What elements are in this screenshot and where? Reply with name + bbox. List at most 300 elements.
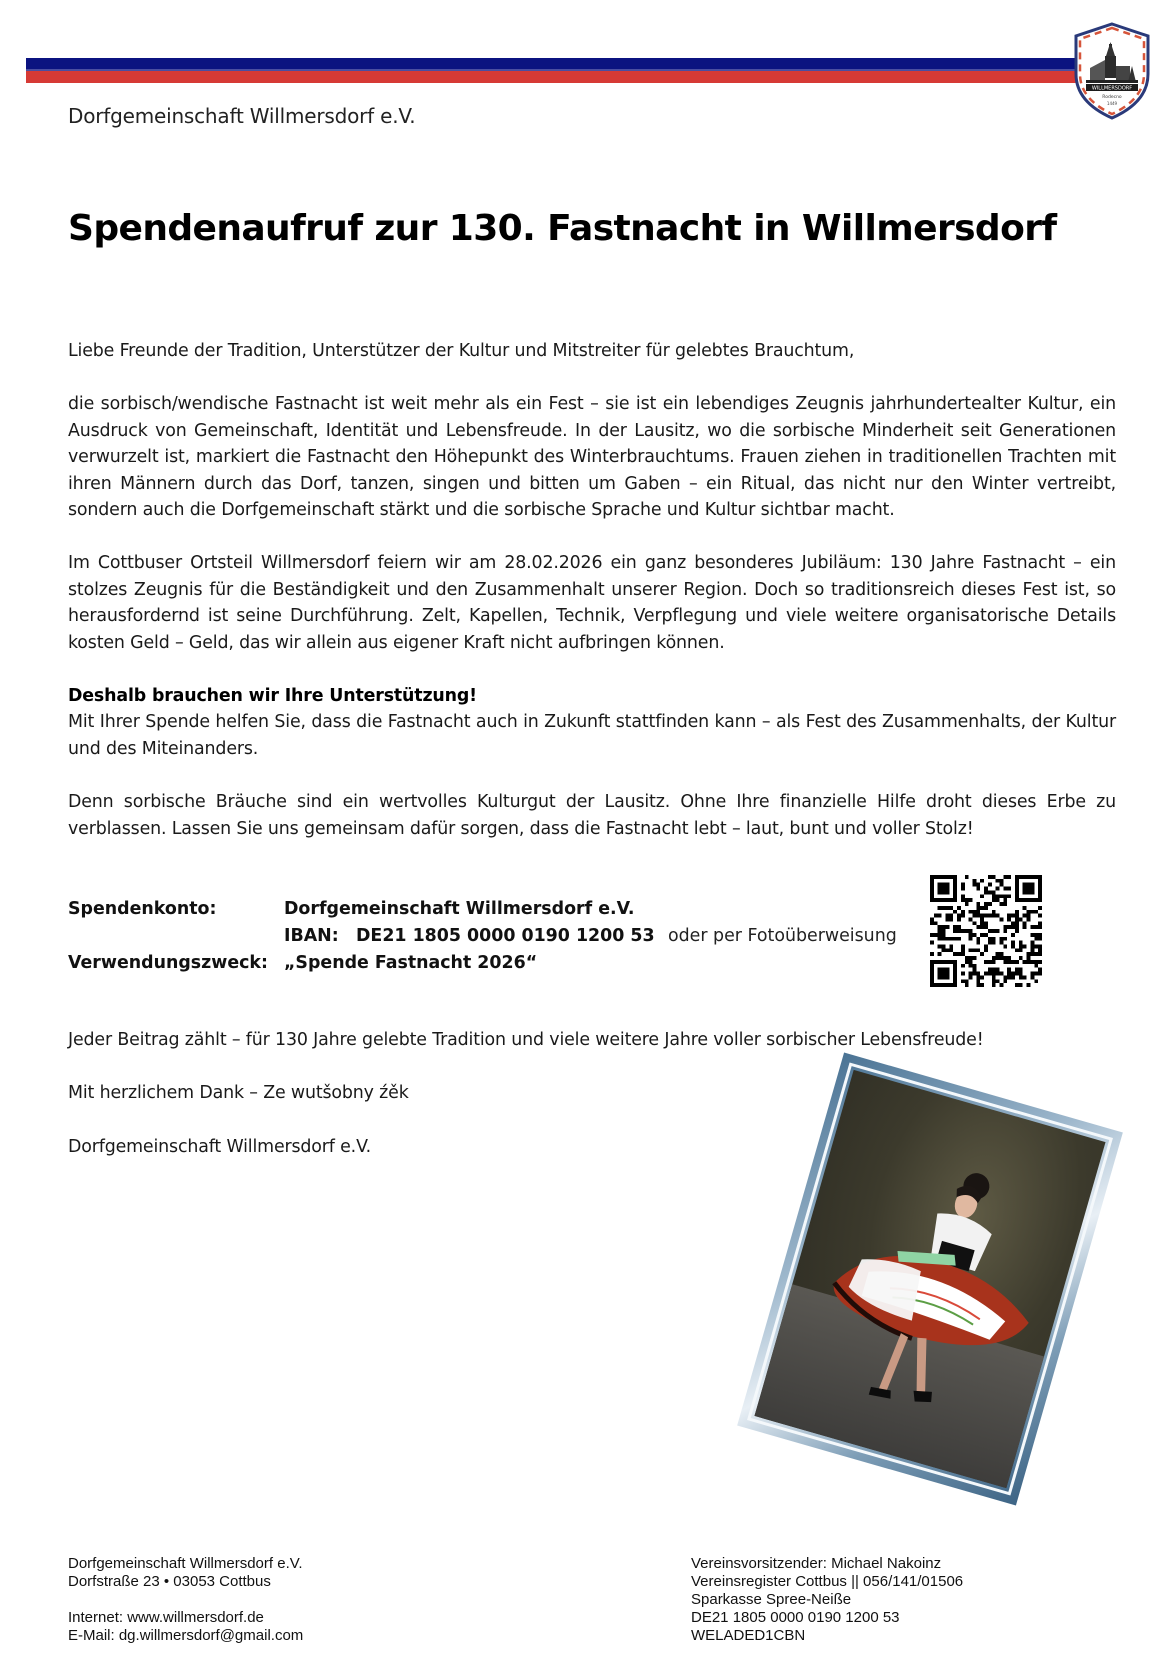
qr-module — [945, 914, 949, 918]
qr-module — [930, 952, 934, 956]
qr-module — [957, 937, 961, 941]
qr-module — [984, 972, 988, 976]
qr-module — [992, 910, 996, 914]
qr-module — [938, 933, 942, 937]
qr-module — [1027, 917, 1031, 921]
qr-module — [1030, 945, 1034, 949]
qr-module — [961, 972, 965, 976]
qr-module — [988, 883, 992, 887]
qr-module — [984, 945, 988, 949]
qr-module — [996, 956, 1000, 960]
qr-module — [965, 898, 969, 902]
qr-module — [1007, 887, 1011, 891]
qr-module — [969, 960, 973, 964]
qr-module — [992, 914, 996, 918]
qr-module — [988, 875, 992, 879]
qr-module — [942, 937, 946, 941]
qr-module — [976, 906, 980, 910]
qr-module — [969, 929, 973, 933]
footer-bic: WELADED1CBN — [691, 1627, 806, 1644]
qr-module — [1015, 921, 1019, 925]
qr-module — [1023, 914, 1027, 918]
salutation: Liebe Freunde der Tradition, Unterstützer der Kultur und Mitstreiter für gelebtes Brauchtum, — [68, 341, 855, 361]
qr-module — [972, 879, 976, 883]
qr-module — [1011, 925, 1015, 929]
qr-module — [1027, 914, 1031, 918]
qr-module — [1007, 956, 1011, 960]
qr-module — [1007, 975, 1011, 979]
account-label: Spendenkonto: — [68, 899, 217, 919]
qr-module — [1019, 945, 1023, 949]
qr-module — [1038, 968, 1042, 972]
qr-module — [1030, 933, 1034, 937]
dancer-illustration — [754, 1070, 1105, 1488]
qr-module — [1019, 917, 1023, 921]
qr-module — [1011, 945, 1015, 949]
qr-module — [961, 945, 965, 949]
qr-module — [945, 917, 949, 921]
footer-register: Vereinsregister Cottbus || 056/141/01506 — [691, 1573, 964, 1590]
qr-module — [996, 979, 1000, 983]
qr-module — [1019, 948, 1023, 952]
qr-module — [996, 894, 1000, 898]
qr-module — [1034, 964, 1038, 968]
crest-subtitle: Rodecno — [1102, 95, 1122, 100]
qr-module — [938, 952, 942, 956]
paragraph-tradition: die sorbisch/wendische Fastnacht ist weit mehr als ein Fest – sie ist ein lebendiges Zeugnis jahrhundertealter Kultur, ein Ausdruck von Gemeinschaft, Identität und Lebensfreude. In der Lausitz, wo die sorbische Minderheit seit Generationen verwurzelt ist, markiert die Fastnacht den Höhepunkt des Winterbrauchtums. Frauen ziehen in traditionellen Trachten mit ihren Männern durch das Dorf, tanzen, singen und bitten um Gaben – ein Ritual, das nicht nur den Winter vertreibt, sondern auch die Dorfgemeinschaft stärkt und die sorbische Sprache und Kultur sichtbar macht. — [68, 394, 1116, 521]
organization-header: Dorfgemeinschaft Willmersdorf e.V. — [68, 104, 416, 128]
qr-module — [957, 925, 961, 929]
qr-module — [1015, 968, 1019, 972]
footer-contact — [68, 1555, 303, 1645]
qr-module — [988, 937, 992, 941]
qr-module — [1015, 929, 1019, 933]
qr-module — [992, 975, 996, 979]
qr-module — [957, 929, 961, 933]
qr-module — [961, 964, 965, 968]
paragraph-support: Mit Ihrer Spende helfen Sie, dass die Fastnacht auch in Zukunft stattfinden kann – als Fest des Zusammenhalts, der Kultur und des Miteinanders. — [68, 712, 1116, 759]
page-title: Spendenaufruf zur 130. Fastnacht in Willmersdorf — [68, 208, 1057, 249]
qr-module — [938, 937, 942, 941]
qr-module — [961, 898, 965, 902]
iban-value: DE21 1805 0000 0190 1200 53 — [356, 926, 655, 946]
qr-module — [1000, 894, 1004, 898]
qr-module — [976, 925, 980, 929]
qr-module — [972, 921, 976, 925]
qr-module — [949, 917, 953, 921]
qr-module — [1000, 983, 1004, 987]
qr-module — [1034, 979, 1038, 983]
qr-module — [942, 948, 946, 952]
qr-module — [1007, 914, 1011, 918]
qr-module — [965, 902, 969, 906]
qr-module — [1038, 972, 1042, 976]
qr-module — [930, 941, 934, 945]
support-heading: Deshalb brauchen wir Ihre Unterstützung! — [68, 686, 477, 706]
qr-module — [992, 929, 996, 933]
qr-module — [976, 914, 980, 918]
qr-module — [984, 925, 988, 929]
qr-module — [969, 972, 973, 976]
qr-module — [1027, 910, 1031, 914]
thanks-line: Mit herzlichem Dank – Ze wutšobny źěk — [68, 1083, 409, 1103]
footer-address: Dorfstraße 23 • 03053 Cottbus — [68, 1573, 271, 1590]
qr-module — [949, 906, 953, 910]
qr-module — [953, 925, 957, 929]
footer-chair: Vereinsvorsitzender: Michael Nakoinz — [691, 1555, 942, 1572]
qr-module — [961, 883, 965, 887]
qr-module — [988, 972, 992, 976]
qr-module — [945, 925, 949, 929]
qr-module — [1015, 960, 1019, 964]
qr-module — [961, 887, 965, 891]
photo-transfer-note: oder per Fotoüberweisung — [668, 926, 897, 946]
footer-org-name: Dorfgemeinschaft Willmersdorf e.V. — [68, 1555, 303, 1572]
qr-module — [1007, 960, 1011, 964]
qr-module — [1000, 879, 1004, 883]
qr-module — [1019, 941, 1023, 945]
qr-module — [996, 968, 1000, 972]
qr-module — [1019, 968, 1023, 972]
qr-module — [969, 975, 973, 979]
qr-module — [976, 937, 980, 941]
qr-module — [969, 948, 973, 952]
qr-module — [976, 941, 980, 945]
qr-module — [972, 956, 976, 960]
qr-module — [1038, 925, 1042, 929]
qr-module — [980, 933, 984, 937]
qr-module — [1011, 933, 1015, 937]
qr-module — [1015, 948, 1019, 952]
qr-module — [996, 929, 1000, 933]
qr-module — [938, 914, 942, 918]
qr-module — [945, 906, 949, 910]
qr-module — [972, 948, 976, 952]
qr-module — [972, 972, 976, 976]
qr-module — [949, 948, 953, 952]
qr-module — [996, 879, 1000, 883]
qr-module — [942, 945, 946, 949]
account-holder: Dorfgemeinschaft Willmersdorf e.V. — [284, 899, 635, 919]
qr-module — [1038, 921, 1042, 925]
qr-module — [976, 948, 980, 952]
footer-bank: Sparkasse Spree-Neiße — [691, 1591, 852, 1608]
qr-module — [957, 914, 961, 918]
qr-module — [969, 917, 973, 921]
purpose-value: „Spende Fastnacht 2026“ — [284, 953, 538, 973]
qr-module — [961, 914, 965, 918]
qr-module — [992, 941, 996, 945]
qr-module — [1030, 960, 1034, 964]
qr-module — [984, 948, 988, 952]
qr-module — [953, 937, 957, 941]
payment-qr-code[interactable] — [930, 875, 1042, 987]
iban-label: IBAN: — [284, 926, 339, 946]
qr-module — [938, 883, 950, 895]
qr-module — [1038, 937, 1042, 941]
qr-module — [969, 937, 973, 941]
qr-module — [1023, 883, 1035, 895]
qr-module — [965, 979, 969, 983]
qr-module — [1000, 902, 1004, 906]
qr-module — [1000, 956, 1004, 960]
qr-module — [961, 948, 965, 952]
costume-photo — [737, 1053, 1123, 1506]
qr-module — [992, 979, 996, 983]
qr-module — [961, 952, 965, 956]
qr-module — [1003, 945, 1007, 949]
qr-module — [934, 933, 938, 937]
qr-module — [957, 917, 961, 921]
qr-module — [1023, 925, 1027, 929]
qr-module — [1038, 952, 1042, 956]
qr-module — [934, 921, 938, 925]
qr-module — [938, 925, 942, 929]
qr-module — [1007, 917, 1011, 921]
qr-module — [1038, 948, 1042, 952]
qr-module — [1019, 975, 1023, 979]
signature: Dorfgemeinschaft Willmersdorf e.V. — [68, 1137, 371, 1157]
qr-module — [992, 937, 996, 941]
qr-module — [1019, 956, 1023, 960]
qr-module — [996, 898, 1000, 902]
qr-module — [992, 898, 996, 902]
photo-image — [754, 1070, 1105, 1488]
qr-module — [976, 910, 980, 914]
village-crest-logo — [1072, 22, 1152, 120]
qr-module — [949, 945, 953, 949]
qr-module — [1000, 883, 1004, 887]
qr-module — [969, 898, 973, 902]
footer-legal — [691, 1555, 963, 1645]
qr-module — [992, 983, 996, 987]
qr-module — [1003, 979, 1007, 983]
qr-module — [1027, 960, 1031, 964]
qr-module — [942, 929, 946, 933]
qr-module — [988, 914, 992, 918]
qr-module — [1034, 925, 1038, 929]
qr-module — [1023, 945, 1027, 949]
qr-module — [1007, 894, 1011, 898]
qr-module — [992, 894, 996, 898]
qr-module — [1034, 952, 1038, 956]
qr-module — [1003, 902, 1007, 906]
qr-module — [1015, 917, 1019, 921]
qr-module — [938, 906, 942, 910]
qr-module — [1038, 933, 1042, 937]
qr-module — [949, 937, 953, 941]
qr-module — [930, 917, 934, 921]
qr-module — [1015, 914, 1019, 918]
qr-module — [1003, 975, 1007, 979]
qr-module — [992, 890, 996, 894]
qr-module — [953, 952, 957, 956]
crest-year: 1449 — [1106, 101, 1118, 106]
paragraph-heritage: Denn sorbische Bräuche sind ein wertvolles Kulturgut der Lausitz. Ohne Ihre finanzielle Hilfe droht dieses Erbe zu verblassen. Lassen Sie uns gemeinsam dafür sorgen, dass die Fastnacht lebt – laut, bunt und voller Stolz! — [68, 792, 1116, 839]
qr-module — [1038, 914, 1042, 918]
qr-module — [996, 972, 1000, 976]
qr-module — [1007, 925, 1011, 929]
qr-module — [961, 894, 965, 898]
qr-module — [996, 887, 1000, 891]
qr-module — [1019, 983, 1023, 987]
qr-module — [984, 914, 988, 918]
qr-module — [980, 894, 984, 898]
qr-module — [1007, 972, 1011, 976]
qr-module — [988, 960, 992, 964]
qr-module — [1038, 960, 1042, 964]
qr-module — [1007, 875, 1011, 879]
qr-module — [972, 914, 976, 918]
qr-module — [980, 925, 984, 929]
qr-module — [984, 933, 988, 937]
qr-module — [1011, 960, 1015, 964]
qr-module — [1000, 941, 1004, 945]
qr-module — [949, 914, 953, 918]
closing-line: Jeder Beitrag zählt – für 130 Jahre gelebte Tradition und viele weitere Jahre voller sorbischer Lebensfreude! — [68, 1030, 984, 1050]
qr-module — [945, 948, 949, 952]
qr-module — [976, 975, 980, 979]
qr-module — [1003, 929, 1007, 933]
qr-module — [953, 910, 957, 914]
header-stripe-red — [26, 71, 1078, 83]
qr-module — [1011, 914, 1015, 918]
qr-module — [976, 983, 980, 987]
qr-module — [996, 914, 1000, 918]
qr-module — [1019, 972, 1023, 976]
qr-module — [965, 956, 969, 960]
qr-module — [1027, 983, 1031, 987]
qr-module — [938, 945, 942, 949]
qr-module — [1003, 898, 1007, 902]
qr-module — [942, 906, 946, 910]
qr-module — [945, 937, 949, 941]
qr-module — [957, 906, 961, 910]
qr-module — [988, 968, 992, 972]
qr-module — [1030, 972, 1034, 976]
qr-module — [976, 972, 980, 976]
qr-module — [965, 929, 969, 933]
qr-module — [972, 964, 976, 968]
qr-module — [1027, 952, 1031, 956]
qr-module — [996, 952, 1000, 956]
qr-module — [1000, 917, 1004, 921]
qr-module — [1030, 948, 1034, 952]
qr-module — [961, 929, 965, 933]
qr-module — [992, 875, 996, 879]
qr-module — [988, 902, 992, 906]
qr-module — [992, 968, 996, 972]
qr-module — [992, 972, 996, 976]
qr-module — [1038, 906, 1042, 910]
qr-module — [980, 879, 984, 883]
qr-module — [969, 910, 973, 914]
qr-module — [980, 921, 984, 925]
qr-module — [980, 917, 984, 921]
qr-module — [1030, 910, 1034, 914]
qr-module — [961, 910, 965, 914]
qr-module — [1034, 937, 1038, 941]
qr-module — [969, 933, 973, 937]
qr-module — [984, 890, 988, 894]
qr-module — [957, 952, 961, 956]
qr-module — [1030, 952, 1034, 956]
qr-module — [1011, 921, 1015, 925]
qr-module — [980, 914, 984, 918]
qr-module — [1023, 906, 1027, 910]
qr-module — [988, 941, 992, 945]
qr-module — [938, 929, 942, 933]
qr-module — [1000, 972, 1004, 976]
qr-module — [980, 906, 984, 910]
qr-module — [980, 952, 984, 956]
qr-module — [984, 921, 988, 925]
qr-module — [1003, 925, 1007, 929]
qr-module — [1003, 937, 1007, 941]
qr-module — [976, 902, 980, 906]
qr-module — [1034, 972, 1038, 976]
qr-module — [1023, 960, 1027, 964]
header-stripe-blue — [26, 58, 1078, 69]
qr-module — [942, 933, 946, 937]
qr-module — [984, 960, 988, 964]
qr-module — [942, 925, 946, 929]
qr-module — [953, 929, 957, 933]
qr-module — [972, 968, 976, 972]
qr-module — [992, 956, 996, 960]
qr-module — [976, 887, 980, 891]
qr-module — [1003, 875, 1007, 879]
qr-module — [1000, 952, 1004, 956]
qr-module — [972, 883, 976, 887]
footer-iban: DE21 1805 0000 0190 1200 53 — [691, 1609, 900, 1626]
qr-module — [980, 975, 984, 979]
qr-module — [1034, 910, 1038, 914]
qr-module — [984, 887, 988, 891]
qr-module — [972, 910, 976, 914]
qr-module — [1011, 972, 1015, 976]
qr-module — [965, 983, 969, 987]
qr-module — [1000, 937, 1004, 941]
qr-module — [965, 875, 969, 879]
qr-module — [980, 983, 984, 987]
qr-module — [1023, 921, 1027, 925]
qr-module — [1015, 910, 1019, 914]
crest-name: WILLMERSDORF — [1091, 85, 1133, 92]
qr-module — [961, 979, 965, 983]
qr-module — [992, 960, 996, 964]
purpose-label: Verwendungszweck: — [68, 953, 268, 973]
qr-module — [1034, 945, 1038, 949]
footer-website-link[interactable]: Internet: www.willmersdorf.de — [68, 1609, 264, 1626]
qr-module — [969, 956, 973, 960]
footer-email-link[interactable]: E-Mail: dg.willmersdorf@gmail.com — [68, 1627, 304, 1644]
qr-module — [988, 929, 992, 933]
qr-module — [1038, 945, 1042, 949]
qr-module — [1003, 894, 1007, 898]
qr-module — [969, 964, 973, 968]
qr-module — [1015, 983, 1019, 987]
qr-module — [1030, 975, 1034, 979]
paragraph-jubilee: Im Cottbuser Ortsteil Willmersdorf feiern wir am 28.02.2026 ein ganz besonderes Jubiläum: 130 Jahre Fastnacht – ein stolzes Zeugnis für die Beständigkeit und den Zusammenhalt unserer Region. Doch so traditionsreich dieses Fest ist, so herausfordernd ist seine Durchführung. Zelt, Kapellen, Technik, Verpflegung und viele weitere organisatorische Details kosten Geld – Geld, das wir allein aus eigener Kraft nicht aufbringen können. — [68, 553, 1116, 653]
qr-module — [930, 921, 934, 925]
qr-module — [1003, 887, 1007, 891]
qr-module — [984, 906, 988, 910]
qr-module — [972, 933, 976, 937]
qr-module — [934, 914, 938, 918]
qr-module — [984, 902, 988, 906]
qr-module — [1030, 925, 1034, 929]
